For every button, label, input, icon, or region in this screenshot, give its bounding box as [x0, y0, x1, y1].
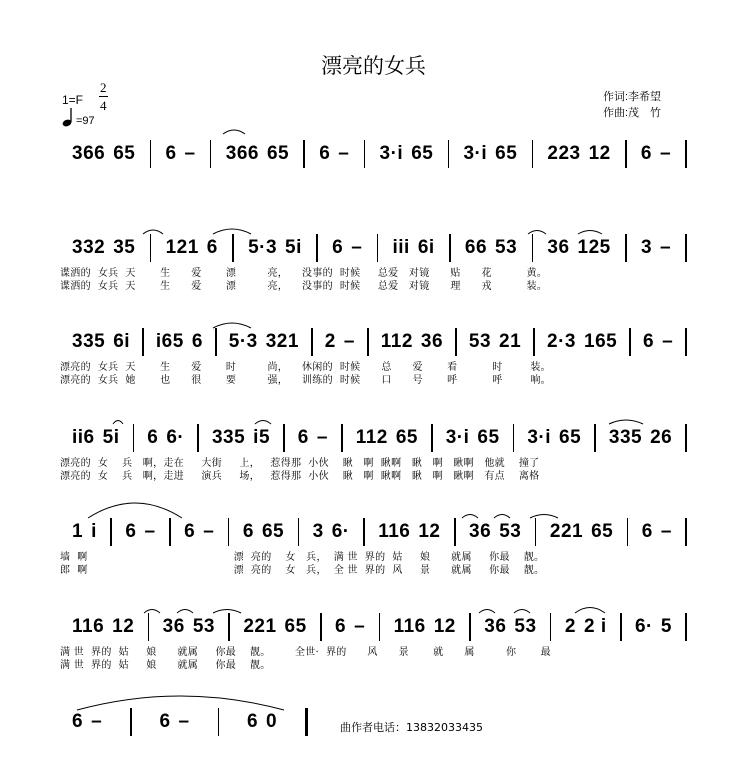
note-group: 2 — [324, 331, 336, 352]
note-group: 223 — [547, 143, 581, 164]
note-group: 5i — [285, 237, 302, 258]
measure — [459, 234, 523, 262]
note-group: – — [91, 711, 103, 732]
barline — [535, 518, 537, 546]
measure — [292, 424, 334, 452]
note-group: – — [660, 521, 672, 542]
note-group: 12 — [112, 616, 135, 637]
barline — [469, 613, 471, 641]
measure — [372, 518, 446, 546]
note-group: 6 — [72, 711, 84, 732]
note-group: 65 — [559, 427, 582, 448]
measure — [237, 613, 312, 641]
barline — [627, 518, 629, 546]
note-group: 6 — [165, 143, 177, 164]
measure — [241, 708, 283, 736]
barline — [379, 613, 381, 641]
measure — [66, 328, 136, 356]
final-barline — [305, 708, 308, 736]
note-group: 165 — [584, 331, 618, 352]
measure — [457, 140, 523, 168]
note-group: 6 — [184, 521, 196, 542]
barline — [320, 613, 322, 641]
note-group: 6i — [417, 237, 435, 258]
note-group: 12 — [433, 616, 456, 637]
note-group: 2 — [564, 616, 576, 637]
measure — [388, 613, 462, 641]
note-group: 53 — [192, 616, 215, 637]
note-group: – — [178, 711, 190, 732]
note-group: 12 — [418, 521, 441, 542]
lyric-line: 漂亮的 女兵 她 也 很 要 强， 训练的 时候 口 号 呼 呼 响。 — [60, 375, 551, 386]
note-group: iii — [392, 237, 410, 258]
note-group: 321 — [265, 331, 299, 352]
barline — [283, 424, 285, 452]
barline — [625, 140, 627, 168]
barline — [685, 328, 687, 356]
note-group: 3 — [312, 521, 324, 542]
barline — [629, 328, 631, 356]
note-group: 26 — [650, 427, 673, 448]
note-group: – — [660, 237, 672, 258]
measure — [541, 140, 616, 168]
barline — [685, 518, 687, 546]
barline — [685, 234, 687, 262]
lyric-line: 墙 啊 漂 亮的 女 兵， 满 世 界的 姑 娘 就属 你最 靓。 — [60, 552, 545, 563]
measure — [223, 328, 305, 356]
measure — [66, 708, 108, 736]
measure — [326, 234, 368, 262]
note-group: 53 — [499, 521, 522, 542]
lyric-line: 漂亮的 女 兵 啊，走进 演兵 场， 惹得那 小伙 瞅 啊 瞅啊 瞅 啊 瞅啊 有点 离格 — [60, 471, 540, 482]
measure — [66, 424, 125, 452]
barline — [148, 613, 150, 641]
measure — [541, 328, 623, 356]
lyric-line: 满 世 界的 姑 娘 就属 你最 靓。 — [60, 660, 271, 671]
measure — [141, 424, 190, 452]
measure — [153, 708, 195, 736]
measure — [637, 328, 679, 356]
measure — [541, 234, 616, 262]
note-group: 6 — [332, 237, 344, 258]
note-group: 53 — [514, 616, 537, 637]
note-group: 65 — [266, 143, 290, 164]
note-group: 6 — [640, 143, 652, 164]
note-group: 6 — [206, 237, 218, 258]
note-group: 5·3 — [248, 237, 278, 258]
measure — [159, 140, 201, 168]
note-group: 221 — [549, 521, 584, 542]
measure — [386, 234, 440, 262]
note-group: 65 — [113, 143, 136, 164]
measure — [119, 518, 161, 546]
barline — [228, 518, 230, 546]
note-group: ii6 — [72, 427, 95, 448]
note-group: 112 — [355, 427, 388, 448]
note-group: 116 — [393, 616, 426, 637]
barline — [454, 518, 456, 546]
note-group: 335 — [211, 427, 246, 448]
measure — [635, 140, 677, 168]
note-group: – — [338, 143, 350, 164]
note-group: 65 — [411, 143, 434, 164]
note-group: 335 — [72, 331, 106, 352]
barline — [533, 328, 535, 356]
note-group: 6 — [191, 331, 203, 352]
note-group: – — [316, 427, 328, 448]
note-group: 121 — [165, 237, 199, 258]
note-line — [66, 613, 690, 641]
barline — [532, 140, 534, 168]
note-group: 5·3 — [228, 331, 258, 352]
note-group: 116 — [72, 616, 105, 637]
barline — [377, 234, 379, 262]
note-group: i65 — [155, 331, 184, 352]
barline — [455, 328, 457, 356]
barline — [142, 328, 144, 356]
note-line — [66, 140, 690, 168]
measure — [329, 613, 371, 641]
barline — [298, 518, 300, 546]
note-group: 65 — [591, 521, 614, 542]
measure — [237, 518, 290, 546]
note-group: 36 — [484, 616, 507, 637]
measure — [374, 140, 440, 168]
lyric-line: 谍洒的 女兵 天 生 爱 漂 亮， 没事的 时候 总爱 对镜 理 戎 装。 — [60, 281, 548, 292]
barline — [210, 140, 212, 168]
measure — [66, 518, 103, 546]
lyricist-credit: 作词:李希望 — [603, 91, 662, 103]
measure — [178, 518, 220, 546]
barline — [150, 140, 152, 168]
note-group: – — [662, 331, 674, 352]
note-group: 6i — [113, 331, 131, 352]
barline — [448, 140, 450, 168]
page-title: 漂亮的女兵 — [321, 54, 426, 78]
note-group: 3·i — [463, 143, 488, 164]
lyric-line: 漂亮的 女 兵 啊，走在 大街 上， 惹得那 小伙 瞅 啊 瞅啊 瞅 啊 瞅啊 他就 撞了 — [60, 458, 540, 469]
measure — [350, 424, 424, 452]
measure — [157, 613, 221, 641]
note-group: 36 — [420, 331, 444, 352]
barline — [620, 613, 622, 641]
note-group: 65 — [395, 427, 418, 448]
note-group: 6 — [335, 616, 347, 637]
measure — [463, 328, 527, 356]
note-group: i5 — [253, 427, 271, 448]
note-line — [66, 518, 690, 546]
note-group: 3 — [640, 237, 653, 258]
barline — [316, 234, 318, 262]
time-signature-top: 2 — [100, 80, 107, 95]
note-group: 116 — [378, 521, 411, 542]
barline — [341, 424, 343, 452]
barline — [215, 328, 217, 356]
note-group: i — [91, 521, 97, 542]
note-group: 65 — [261, 521, 285, 542]
barline — [367, 328, 369, 356]
barline — [218, 708, 220, 736]
note-group: 65 — [284, 616, 307, 637]
note-group: 5 — [660, 616, 672, 637]
barline — [594, 424, 596, 452]
measure — [463, 518, 527, 546]
note-group: 6· — [634, 616, 653, 637]
barline — [513, 424, 515, 452]
slur-mark — [223, 130, 245, 134]
barline — [232, 234, 234, 262]
note-group: 36 — [469, 521, 492, 542]
note-group: 36 — [162, 616, 185, 637]
measure — [635, 234, 677, 262]
note-group: 66 — [464, 237, 488, 258]
measure — [66, 613, 140, 641]
measure — [206, 424, 276, 452]
barline — [133, 424, 135, 452]
measure — [150, 328, 209, 356]
time-signature-bottom: 4 — [100, 98, 107, 113]
note-group: 6 — [147, 427, 159, 448]
measure — [544, 518, 619, 546]
measure — [160, 234, 224, 262]
note-group: 65 — [477, 427, 500, 448]
note-group: – — [144, 521, 156, 542]
measure — [242, 234, 308, 262]
barline — [550, 613, 552, 641]
note-group: 2·3 — [547, 331, 576, 352]
note-line — [66, 424, 690, 452]
lyric-line: 满 世 界的 姑 娘 就属 你最 靓。 全世· 界的 风 景 就 属 你 最 — [60, 647, 551, 658]
measure — [559, 613, 613, 641]
note-group: 6 — [643, 331, 655, 352]
note-group: 3·i — [379, 143, 404, 164]
measure — [66, 234, 141, 262]
measure — [319, 328, 361, 356]
barline — [363, 518, 365, 546]
barline — [625, 234, 627, 262]
note-group: 5i — [102, 427, 120, 448]
measure — [307, 518, 356, 546]
note-group: 335 — [608, 427, 643, 448]
note-group: 3·i — [445, 427, 470, 448]
barline — [110, 518, 112, 546]
note-group: 2 i — [583, 616, 607, 637]
barline — [130, 708, 132, 736]
note-line — [66, 328, 690, 356]
note-group: 6 — [246, 711, 259, 732]
barline — [685, 613, 687, 641]
lyric-line: 郎 啊 漂 亮的 女 兵， 全 世 界的 风 景 就属 你最 靓。 — [60, 565, 545, 576]
measure — [478, 613, 542, 641]
measure — [313, 140, 355, 168]
composer-phone: 曲作者电话：13832033435 — [340, 721, 483, 734]
measure — [66, 140, 141, 168]
measure — [603, 424, 678, 452]
note-group: 6 — [242, 521, 254, 542]
note-group: 125 — [577, 237, 611, 258]
note-group: 0 — [266, 711, 278, 732]
note-group: 6 — [159, 711, 171, 732]
barline — [449, 234, 451, 262]
measure — [440, 424, 506, 452]
quarter-note-icon — [62, 106, 76, 128]
note-group: – — [354, 616, 366, 637]
note-group: 6· — [331, 521, 350, 542]
note-group: 221 — [243, 616, 277, 637]
note-group: – — [343, 331, 355, 352]
barline — [685, 424, 687, 452]
barline — [532, 234, 534, 262]
note-group: – — [659, 143, 672, 164]
barline — [197, 424, 199, 452]
note-group: 3·i — [527, 427, 551, 448]
note-group: 366 — [225, 143, 259, 164]
note-group: 53 — [495, 237, 518, 258]
note-group: 36 — [547, 237, 570, 258]
measure — [375, 328, 449, 356]
measure — [629, 613, 678, 641]
barline — [311, 328, 313, 356]
barline — [150, 234, 152, 262]
measure — [521, 424, 587, 452]
tempo-marking: =97 — [76, 115, 95, 127]
measure — [220, 140, 295, 168]
note-group: 1 — [72, 521, 84, 542]
barline — [228, 613, 230, 641]
note-group: – — [203, 521, 215, 542]
note-group: 53 — [468, 331, 492, 352]
barline — [431, 424, 433, 452]
barline — [364, 140, 366, 168]
note-group: – — [351, 237, 363, 258]
note-group: 65 — [495, 143, 518, 164]
note-group: 366 — [72, 143, 106, 164]
lyric-line: 漂亮的 女兵 天 生 爱 时 尚， 休闲的 时候 总 爱 看 时 装。 — [60, 362, 551, 373]
note-group: 332 — [72, 237, 106, 258]
note-line — [66, 708, 311, 736]
barline — [303, 140, 305, 168]
note-group: 112 — [380, 331, 413, 352]
note-group: 6 — [297, 427, 309, 448]
tie-mark — [88, 503, 182, 518]
note-group: 6 — [641, 521, 653, 542]
note-line — [66, 234, 690, 262]
time-signature-line — [99, 96, 108, 97]
barline — [169, 518, 171, 546]
composer-credit: 作曲:茂 竹 — [603, 107, 662, 119]
note-group: 6 — [125, 521, 137, 542]
note-group: 6 — [319, 143, 331, 164]
barline — [685, 140, 687, 168]
note-group: – — [184, 143, 196, 164]
note-group: 21 — [499, 331, 522, 352]
note-group: 35 — [113, 237, 136, 258]
lyric-line: 谍洒的 女兵 天 生 爱 漂 亮， 没事的 时候 总爱 对镜 贴 花 黄。 — [60, 268, 548, 279]
key-signature: 1=F — [62, 93, 84, 107]
measure — [636, 518, 678, 546]
note-group: 12 — [588, 143, 611, 164]
note-group: 6· — [166, 427, 185, 448]
